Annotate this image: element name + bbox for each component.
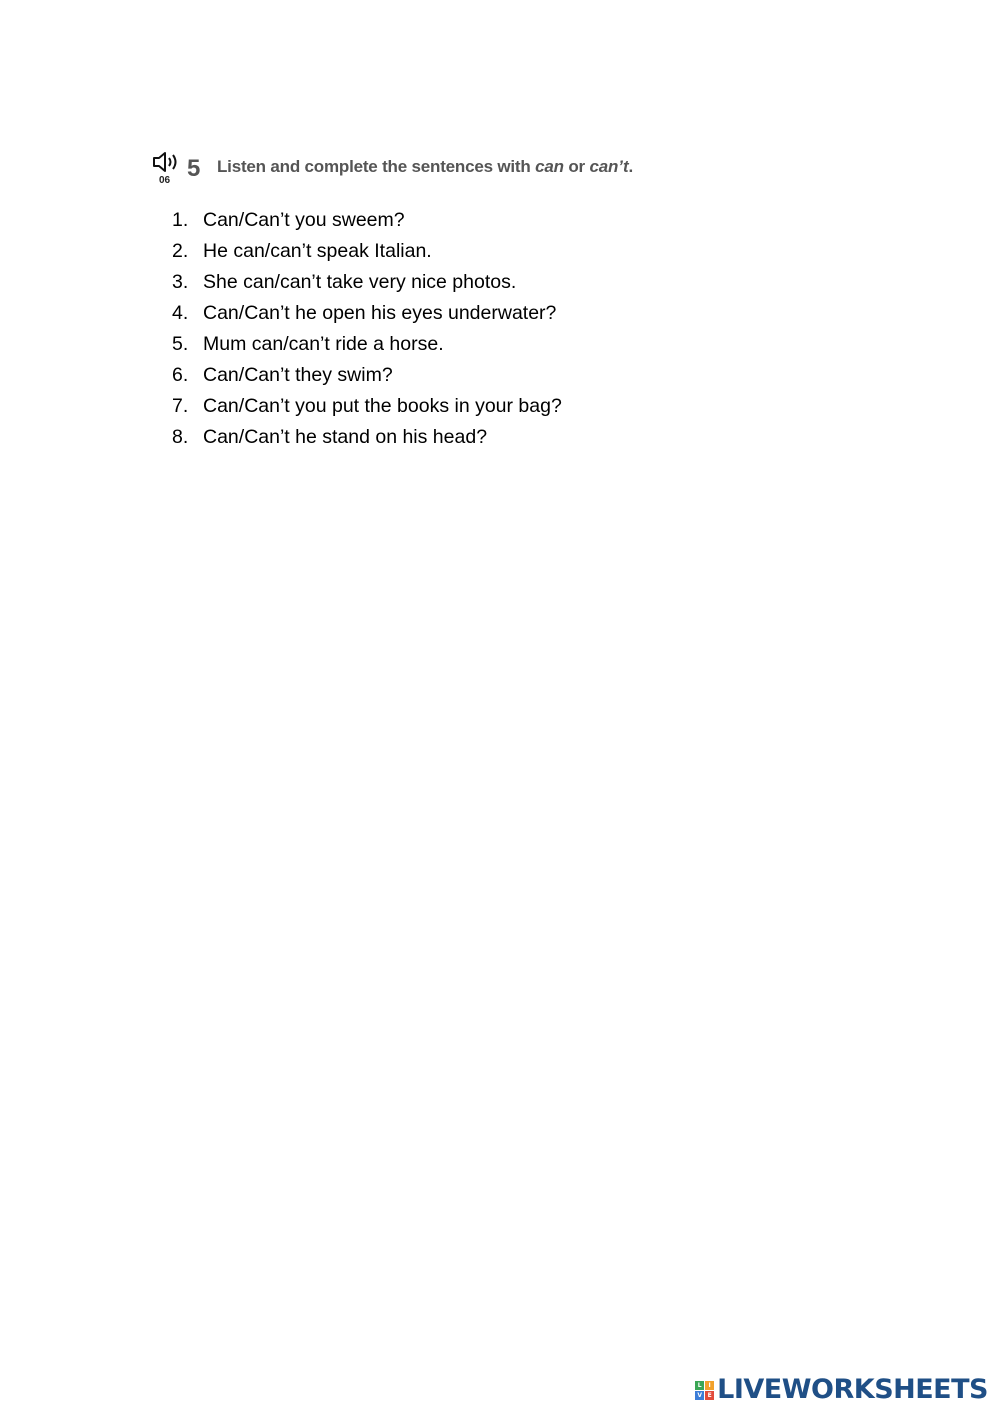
exercise-number: 5	[187, 155, 201, 182]
list-item	[172, 422, 562, 453]
word-cant: can’t	[589, 157, 629, 176]
sentence-text: Can/Can’t you put the books in your bag?	[203, 395, 562, 417]
sentence-text: Can/Can’t he open his eyes underwater?	[203, 302, 557, 324]
list-item	[172, 236, 562, 267]
item-number: 4.	[172, 302, 189, 324]
sentence-list	[172, 205, 562, 453]
sentence-text: Can/Can’t you sweem?	[203, 209, 405, 231]
word-can: can	[535, 157, 564, 176]
instruction-text	[217, 155, 633, 179]
item-number: 7.	[172, 395, 189, 417]
logo-blocks-icon	[695, 1381, 714, 1400]
item-number: 3.	[172, 271, 189, 293]
list-item	[172, 391, 562, 422]
exercise-header	[152, 148, 752, 192]
sentence-text: Can/Can’t he stand on his head?	[203, 426, 488, 448]
instruction-prefix: Listen and complete the sentences with	[217, 157, 536, 176]
list-item	[172, 329, 562, 360]
sentence-text: He can/can’t speak Italian.	[203, 240, 432, 262]
item-number: 2.	[172, 240, 189, 262]
speaker-icon[interactable]	[152, 150, 182, 174]
sentence-text: Can/Can’t they swim?	[203, 364, 393, 386]
item-number: 1.	[172, 209, 189, 231]
list-item	[172, 298, 562, 329]
sentence-text: Mum can/can’t ride a horse.	[203, 333, 444, 355]
sentence-text: She can/can’t take very nice photos.	[203, 271, 517, 293]
item-number: 6.	[172, 364, 189, 386]
logo-text: LIVEWORKSHEETS	[717, 1374, 988, 1405]
logo-block: L	[695, 1381, 704, 1390]
list-item	[172, 205, 562, 236]
list-item	[172, 360, 562, 391]
liveworksheets-logo[interactable]	[695, 1372, 988, 1408]
logo-block: I	[705, 1381, 714, 1390]
track-number: 06	[159, 175, 171, 186]
item-number: 5.	[172, 333, 189, 355]
instruction-suffix: .	[628, 157, 633, 176]
item-number: 8.	[172, 426, 189, 448]
logo-block: E	[705, 1391, 714, 1400]
list-item	[172, 267, 562, 298]
word-or: or	[563, 157, 590, 176]
logo-block: V	[695, 1391, 704, 1400]
